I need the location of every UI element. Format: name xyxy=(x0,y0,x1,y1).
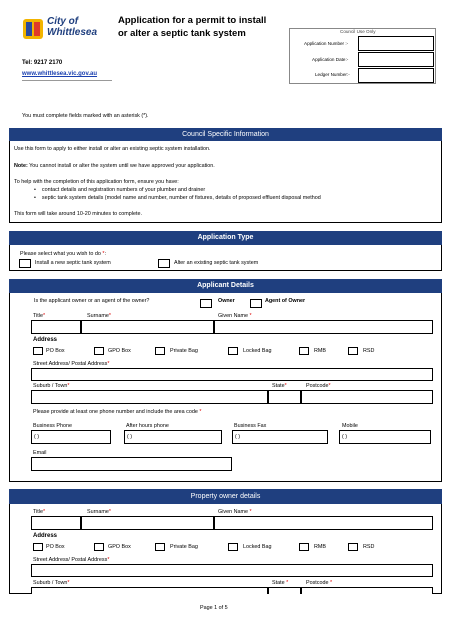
postcode-label: Postcode* xyxy=(306,383,331,389)
council-info-help: To help with the completion of this application form, ensure you have: xyxy=(14,179,179,185)
logo-text-city: City of xyxy=(47,16,79,27)
owner-label: Owner xyxy=(218,298,235,304)
alter-existing-label: Alter an existing septic tank system xyxy=(174,260,259,266)
property-owner-heading: Property owner details xyxy=(9,489,442,504)
po-postcode-field[interactable] xyxy=(301,587,433,594)
po-surname-label: Surname* xyxy=(87,509,111,515)
website-link[interactable]: www.whittlesea.vic.gov.au xyxy=(22,71,98,77)
mobile-paren: ( ) xyxy=(342,434,348,440)
po-private-bag-checkbox[interactable] xyxy=(155,543,165,551)
business-fax-label: Business Fax xyxy=(234,423,267,429)
locked-bag-label: Locked Bag xyxy=(243,348,272,354)
po-given-name-field[interactable] xyxy=(214,516,433,530)
page-number: Page 1 of 5 xyxy=(200,605,228,611)
po-address-label: Address xyxy=(33,533,58,539)
after-hours-label: After hours phone xyxy=(126,423,169,429)
after-hours-field[interactable] xyxy=(124,430,222,444)
po-locked-bag-checkbox[interactable] xyxy=(228,543,238,551)
council-info-duration: This form will take around 10-20 minutes to complete. xyxy=(14,211,142,217)
rmb-checkbox[interactable] xyxy=(299,347,309,355)
after-hours-paren: ( ) xyxy=(127,434,133,440)
po-title-field[interactable] xyxy=(31,516,81,530)
council-info-note: Note: You cannot install or alter the system until we have approved your application. xyxy=(14,163,215,169)
ledger-number-label: Ledger Number:- xyxy=(315,72,350,77)
po-rmb-label: RMB xyxy=(314,544,326,550)
po-street-address-label: Street Address/ Postal Address* xyxy=(33,557,110,563)
po-postcode-label: Postcode * xyxy=(306,580,333,586)
logo-emblem-icon xyxy=(22,17,44,41)
logo-text-name: Whittlesea xyxy=(47,27,98,38)
suburb-label: Suburb / Town* xyxy=(33,383,70,389)
application-date-field[interactable] xyxy=(358,52,434,67)
locked-bag-checkbox[interactable] xyxy=(228,347,238,355)
po-given-name-label: Given Name * xyxy=(218,509,252,515)
po-surname-field[interactable] xyxy=(81,516,214,530)
application-date-label: Application Date:- xyxy=(312,57,349,62)
surname-label: Surname* xyxy=(87,313,111,319)
title-label: Title* xyxy=(33,313,46,319)
property-owner-section xyxy=(9,489,442,594)
form-title-line1: Application for a permit to install xyxy=(118,15,267,26)
po-po-box-checkbox[interactable] xyxy=(33,543,43,551)
surname-field[interactable] xyxy=(81,320,214,334)
rsd-checkbox[interactable] xyxy=(348,347,358,355)
po-state-field[interactable] xyxy=(268,587,301,594)
given-name-field[interactable] xyxy=(214,320,433,334)
intro-text: You must complete fields marked with an asterisk (*). xyxy=(22,113,149,119)
private-bag-label: Private Bag xyxy=(170,348,198,354)
title-field[interactable] xyxy=(31,320,81,334)
council-info-heading: Council Specific Information xyxy=(9,128,442,141)
install-new-label: Install a new septic tank system xyxy=(35,260,111,266)
po-gpo-box-checkbox[interactable] xyxy=(94,543,104,551)
po-title-label: Title* xyxy=(33,509,46,515)
council-logo xyxy=(22,14,102,44)
business-fax-field[interactable] xyxy=(232,430,328,444)
council-info-line1: Use this form to apply to either install or alter an existing septic system installation. xyxy=(14,146,211,152)
council-info-section xyxy=(9,128,442,223)
bullet-list-item: • septic tank system details (model name and number, number of fixtures, details of proposed effluent disposal method xyxy=(34,195,321,201)
mobile-field[interactable] xyxy=(339,430,431,444)
gpo-box-checkbox[interactable] xyxy=(94,347,104,355)
po-rsd-checkbox[interactable] xyxy=(348,543,358,551)
business-phone-label: Business Phone xyxy=(33,423,72,429)
suburb-field[interactable] xyxy=(31,390,268,404)
street-address-label: Street Address/ Postal Address* xyxy=(33,361,110,367)
phone-prompt: Please provide at least one phone number and include the area code * xyxy=(33,409,202,415)
po-private-bag-label: Private Bag xyxy=(170,544,198,550)
po-suburb-label: Suburb / Town* xyxy=(33,580,70,586)
application-number-label: Application Number :- xyxy=(304,41,349,46)
state-field[interactable] xyxy=(268,390,301,404)
owner-checkbox[interactable] xyxy=(200,299,212,308)
council-use-heading: Council Use Only xyxy=(340,29,376,34)
email-label: Email xyxy=(33,450,47,456)
rsd-label: RSD xyxy=(363,348,375,354)
application-number-field[interactable] xyxy=(358,36,434,51)
rmb-label: RMB xyxy=(314,348,326,354)
form-title-line2: or alter a septic tank system xyxy=(118,28,246,39)
state-label: State* xyxy=(272,383,287,389)
application-type-prompt: Please select what you wish to do *: xyxy=(20,251,107,257)
private-bag-checkbox[interactable] xyxy=(155,347,165,355)
given-name-label: Given Name * xyxy=(218,313,252,319)
application-type-heading: Application Type xyxy=(9,231,442,245)
ledger-number-field[interactable] xyxy=(358,68,434,83)
alter-existing-checkbox[interactable] xyxy=(158,259,170,268)
business-phone-paren: ( ) xyxy=(34,434,40,440)
agent-checkbox[interactable] xyxy=(250,299,262,308)
bullet-list-item: • contact details and registration numbers of your plumber and drainer xyxy=(34,187,206,193)
po-locked-bag-label: Locked Bag xyxy=(243,544,272,550)
po-po-box-label: PO Box xyxy=(46,544,65,550)
header-divider xyxy=(22,80,112,81)
business-fax-paren: ( ) xyxy=(235,434,241,440)
po-suburb-field[interactable] xyxy=(31,587,268,594)
phone-number: Tel: 9217 2170 xyxy=(22,60,63,66)
mobile-label: Mobile xyxy=(342,423,358,429)
business-phone-field[interactable] xyxy=(31,430,111,444)
agent-label: Agent of Owner xyxy=(265,298,306,304)
po-gpo-box-label: GPO Box xyxy=(108,544,131,550)
applicant-heading: Applicant Details xyxy=(9,279,442,293)
po-box-checkbox[interactable] xyxy=(33,347,43,355)
po-state-label: State * xyxy=(272,580,289,586)
install-new-checkbox[interactable] xyxy=(19,259,31,268)
street-address-field[interactable] xyxy=(31,368,433,381)
postcode-field[interactable] xyxy=(301,390,433,404)
owner-question: Is the applicant owner or an agent of the owner? xyxy=(34,298,150,304)
po-street-address-field[interactable] xyxy=(31,564,433,577)
po-box-label: PO Box xyxy=(46,348,65,354)
po-rsd-label: RSD xyxy=(363,544,375,550)
email-field[interactable] xyxy=(31,457,232,471)
po-rmb-checkbox[interactable] xyxy=(299,543,309,551)
gpo-box-label: GPO Box xyxy=(108,348,131,354)
address-label: Address xyxy=(33,337,58,343)
